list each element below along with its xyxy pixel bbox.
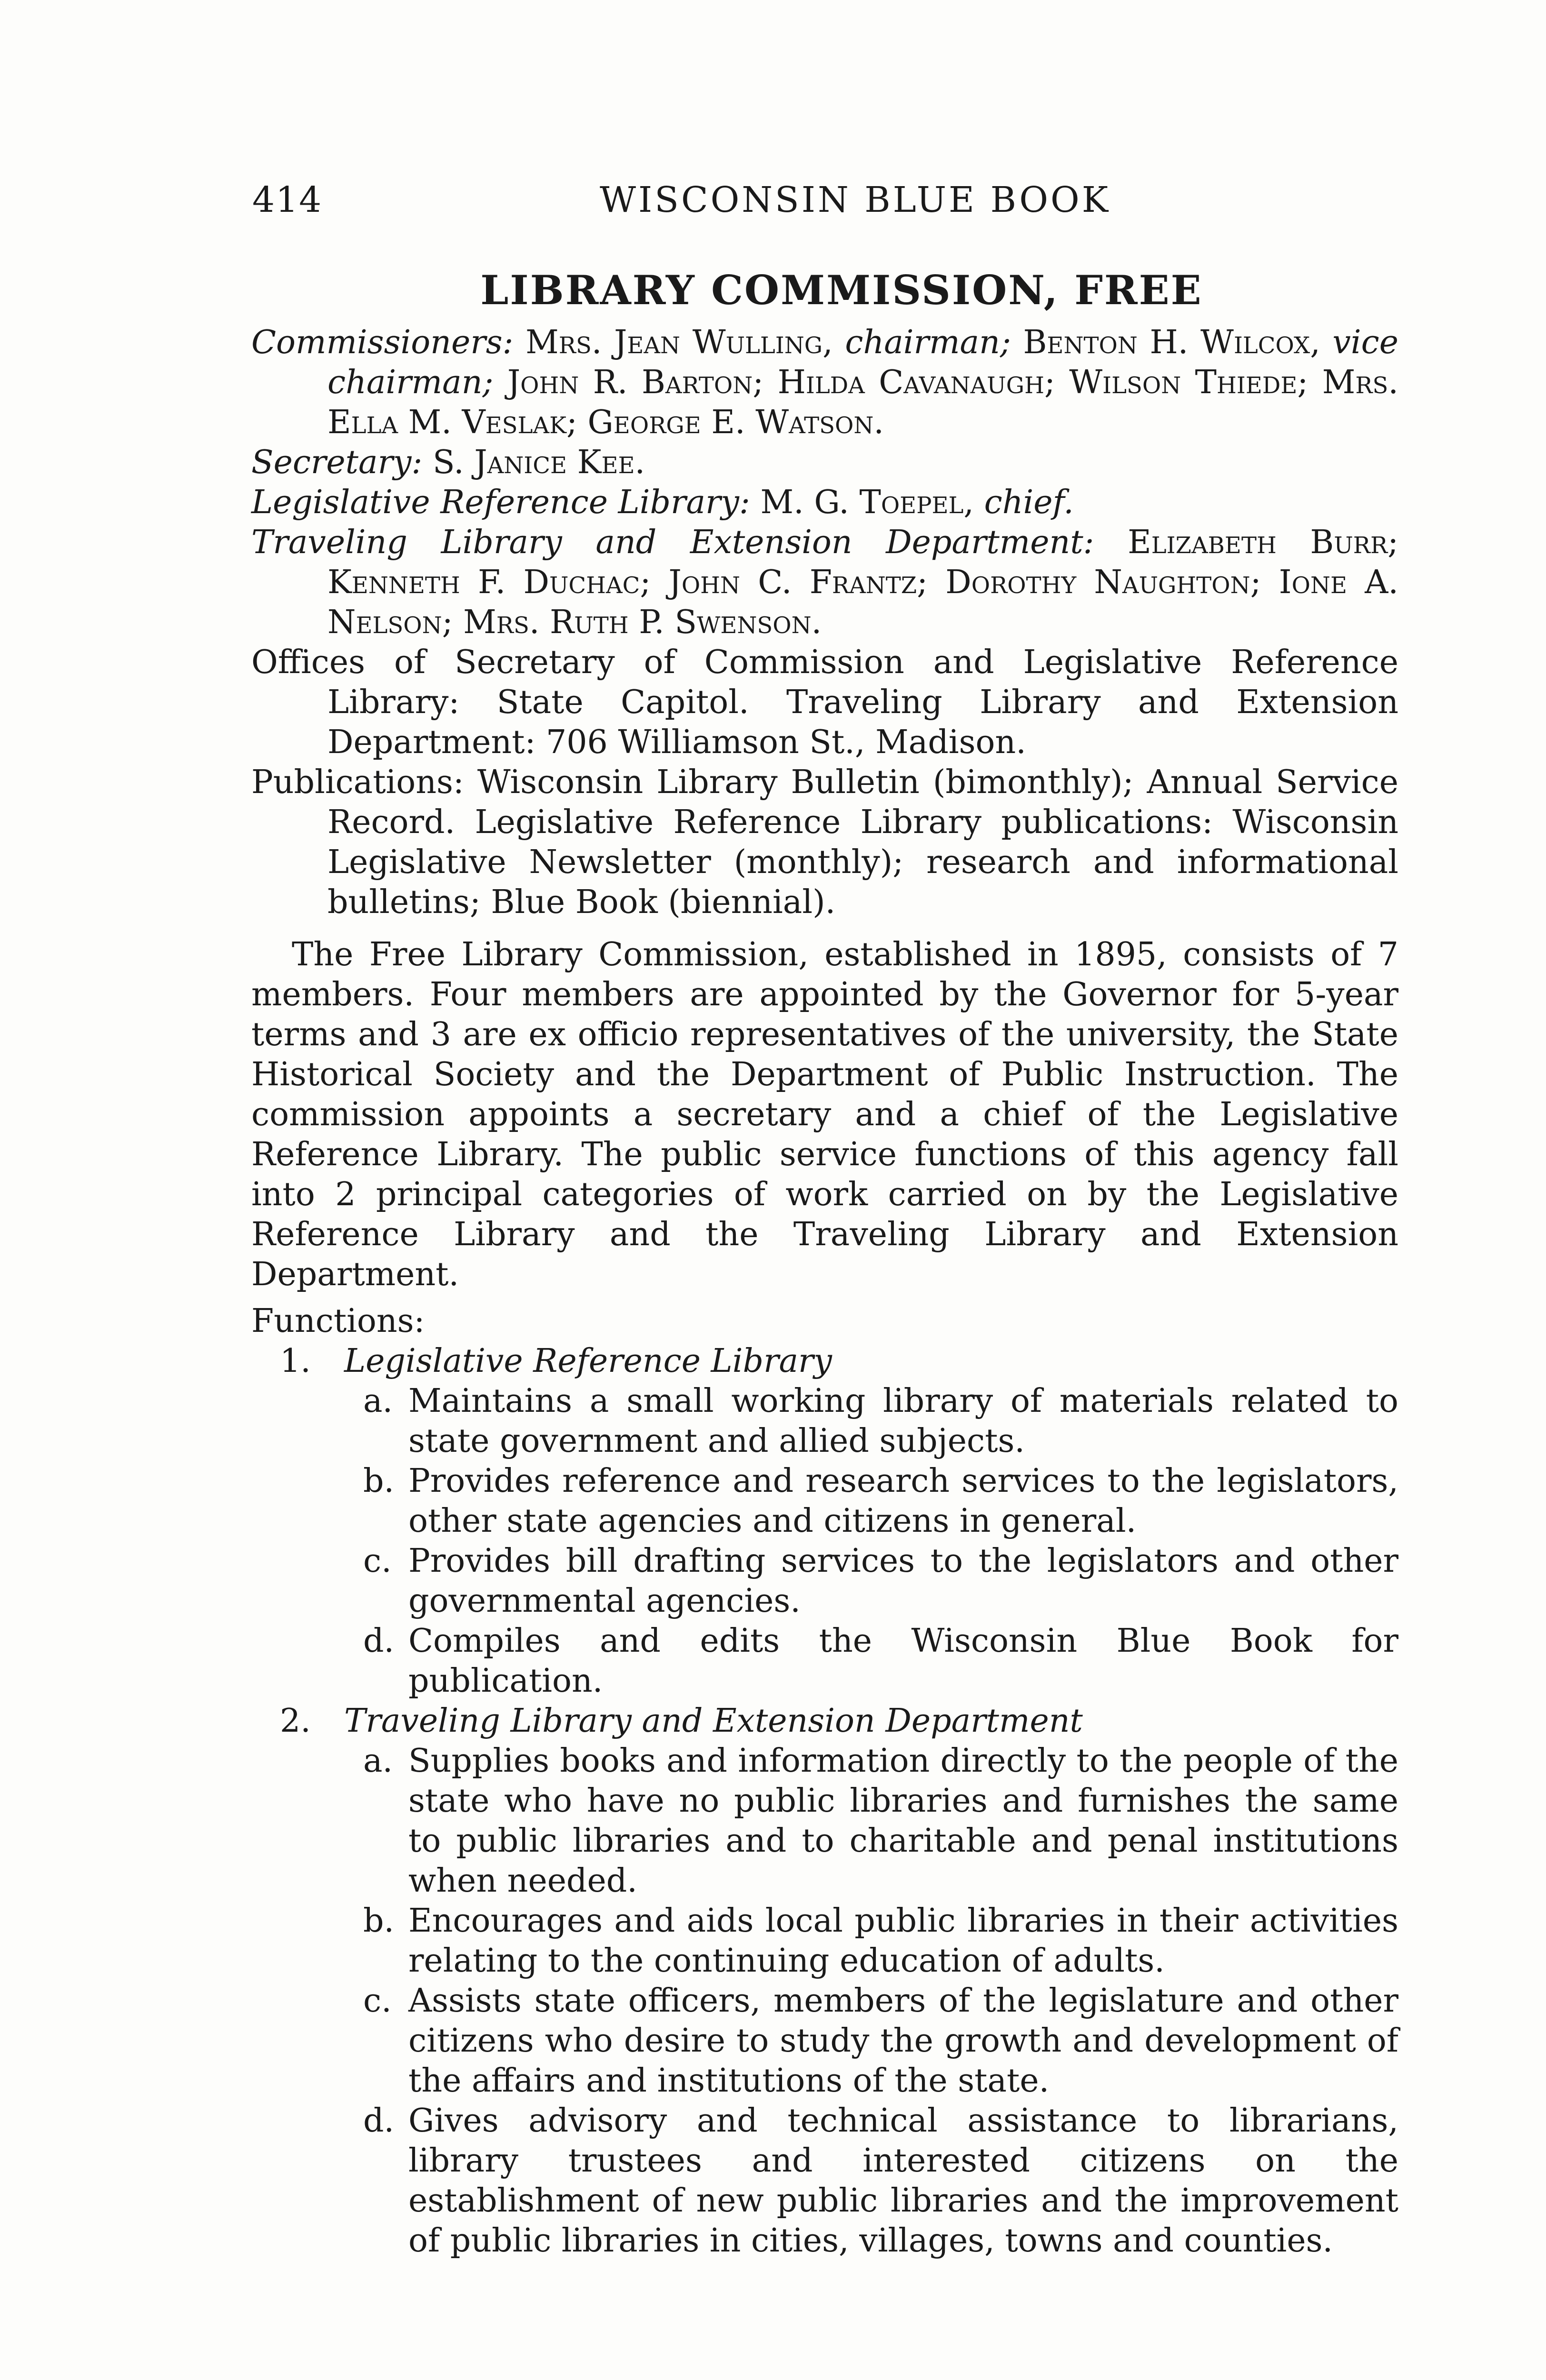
function-item: [344, 1621, 1398, 1701]
section-title: LIBRARY COMMISSION, FREE: [480, 267, 1203, 314]
function-items: [251, 1741, 1398, 2261]
item-letter: b.: [363, 1902, 395, 1940]
traveling-library-entry: [251, 523, 1398, 643]
commissioners-members: John R. Barton; Hilda Cavanaugh; Wilson Thiede; Mrs. Ella M. Veslak; George E. Watson.: [327, 364, 1398, 441]
page-number: 414: [252, 179, 323, 220]
function-number: 1.: [280, 1342, 311, 1380]
item-letter: d.: [363, 2102, 395, 2140]
traveling-library-label: Traveling Library and Extension Department:: [251, 524, 1094, 561]
legislative-reference-label: Legislative Reference Library:: [251, 484, 750, 521]
item-text: Assists state officers, members of the legislature and other citizens who desire to study the growth and development of the affairs and institutions of the state.: [408, 1982, 1398, 2100]
function-item: [344, 2101, 1398, 2261]
page-content: [251, 267, 1398, 2261]
secretary-name: S. Janice Kee.: [432, 444, 645, 481]
function-item: [344, 1741, 1398, 1901]
item-text: Supplies books and information directly to the people of the state who have no public libraries and furnishes the same to public libraries and to charitable and penal institutions when needed.: [408, 1742, 1398, 1900]
item-letter: a.: [363, 1742, 393, 1780]
secretary-entry: [251, 443, 1398, 483]
item-text: Provides bill drafting services to the legislators and other governmental agencies.: [408, 1542, 1398, 1620]
function-group: [251, 1701, 1398, 2261]
commissioners-chair-role: chairman;: [845, 324, 1011, 361]
function-items: [251, 1381, 1398, 1701]
commissioners-entry: [251, 323, 1398, 443]
function-title: Legislative Reference Library: [344, 1342, 832, 1380]
function-item: [344, 1381, 1398, 1461]
intro-paragraph: The Free Library Commission, established in 1895, consists of 7 members. Four members are appointed by the Governor for 5-year terms and 3 are ex officio representatives of the university, the State Historical Society and the Department of Public Instruction. The commission appoints a secretary and a chief of the Legislative Reference Library. The public service functions of this agency fall into 2 principal categories of work carried on by the Legislative Reference Library and the Traveling Library and Extension Department.: [251, 936, 1398, 1293]
running-title: WISCONSIN BLUE BOOK: [600, 179, 1110, 220]
item-text: Compiles and edits the Wisconsin Blue Book for publication.: [408, 1622, 1398, 1700]
function-group: [251, 1341, 1398, 1701]
commissioners-label: Commissioners:: [251, 324, 514, 361]
item-text: Gives advisory and technical assistance to librarians, library trustees and interested citizens on the establishment of new public libraries and the improvement of public libraries in cities, villages, towns and counties.: [408, 2102, 1398, 2260]
function-heading: [251, 1701, 1398, 1741]
publications-entry: Publications: Wisconsin Library Bulletin (bimonthly); Annual Service Record. Legislative Reference Library publications: Wisconsin Legislative Newsletter (monthly); research and informational bulletins; Blue Book (biennial).: [251, 764, 1398, 921]
function-item: [344, 1461, 1398, 1541]
function-item: [344, 1541, 1398, 1621]
secretary-label: Secretary:: [251, 444, 423, 481]
item-text: Maintains a small working library of materials related to state government and allied subjects.: [408, 1382, 1398, 1460]
function-title: Traveling Library and Extension Department: [344, 1702, 1083, 1740]
legislative-reference-chief: M. G. Toepel,: [760, 484, 974, 521]
item-text: Encourages and aids local public libraries in their activities relating to the continuing education of adults.: [408, 1902, 1398, 1980]
traveling-library-staff: Elizabeth Burr; Kenneth F. Duchac; John C. Frantz; Dorothy Naughton; Ione A. Nelson; Mrs. Ruth P. Swenson.: [327, 524, 1398, 641]
commissioners-vice-chair-role: vice chairman;: [327, 324, 1398, 401]
legislative-reference-entry: [251, 483, 1398, 523]
item-letter: c.: [363, 1982, 392, 2020]
function-heading: [251, 1341, 1398, 1381]
offices-entry: Offices of Secretary of Commission and Legislative Reference Library: State Capitol. Traveling Library and Extension Department: 706 Williamson St., Madison.: [251, 644, 1398, 761]
function-item: [344, 1901, 1398, 1981]
legislative-reference-role: chief.: [984, 484, 1074, 521]
commissioners-vice-chair: Benton H. Wilcox,: [1023, 324, 1320, 361]
item-text: Provides reference and research services to the legislators, other state agencies and citizens in general.: [408, 1462, 1398, 1540]
item-letter: c.: [363, 1542, 392, 1580]
item-letter: a.: [363, 1382, 393, 1420]
functions-label: Functions:: [251, 1302, 425, 1340]
function-item: [344, 1981, 1398, 2101]
item-letter: d.: [363, 1622, 395, 1660]
item-letter: b.: [363, 1462, 395, 1500]
function-number: 2.: [280, 1702, 311, 1740]
commissioners-chair: Mrs. Jean Wulling,: [525, 324, 833, 361]
